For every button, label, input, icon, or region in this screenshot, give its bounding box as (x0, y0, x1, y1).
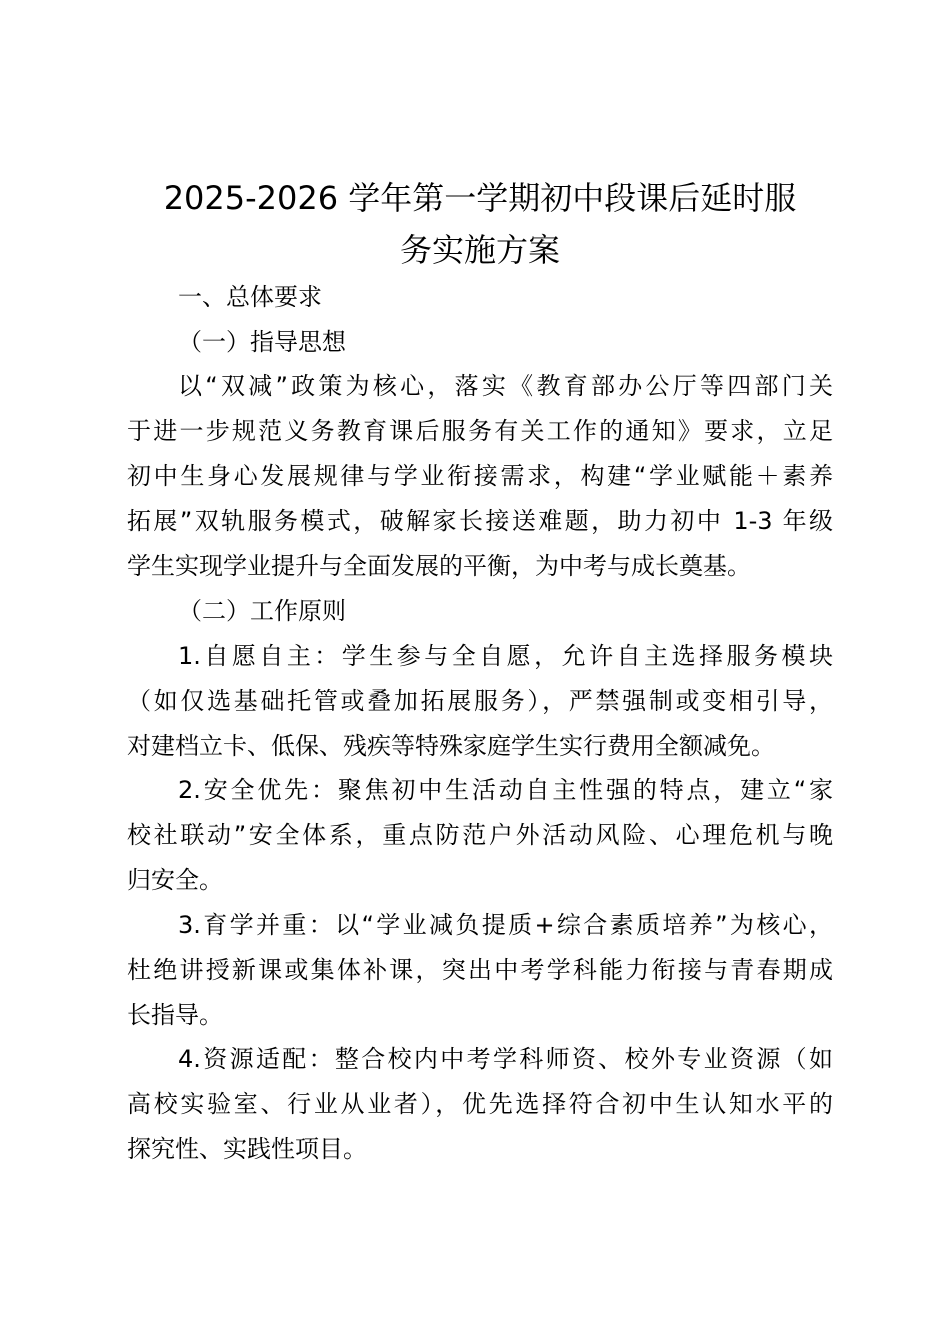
paragraph-line: 以“双减”政策为核心，落实《教育部办公厅等四部门关 (178, 372, 833, 400)
paragraph-line: 3.育学并重：以“学业减负提质+综合素质培养”为核心， (178, 911, 833, 939)
paragraph-line: 归安全。 (127, 866, 223, 894)
paragraph-line: 学生实现学业提升与全面发展的平衡，为中考与成长奠基。 (127, 552, 751, 580)
paragraph-line: 拓展”双轨服务模式，破解家长接送难题，助力初中 1-3 年级 (127, 507, 833, 535)
title-line-2: 务实施方案 (399, 231, 560, 269)
paragraph-line: 高校实验室、行业从业者），优先选择符合初中生认知水平的 (127, 1090, 833, 1118)
paragraph-line: 校社联动”安全体系，重点防范户外活动风险、心理危机与晚 (127, 821, 833, 849)
paragraph-line: 探究性、实践性项目。 (127, 1135, 367, 1163)
paragraph-line: 1.自愿自主：学生参与全自愿，允许自主选择服务模块 (178, 642, 833, 670)
paragraph-line: 于进一步规范义务教育课后服务有关工作的通知》要求，立足 (127, 417, 833, 445)
subsection-heading-guiding: （一）指导思想 (178, 328, 346, 356)
paragraph-line: 初中生身心发展规律与学业衔接需求，构建“学业赋能＋素养 (127, 462, 833, 490)
subsection-heading-principles: （二）工作原则 (178, 597, 346, 625)
paragraph-line: 2.安全优先：聚焦初中生活动自主性强的特点，建立“家 (178, 776, 833, 804)
section-heading-general: 一、总体要求 (178, 283, 322, 311)
document-title (120, 172, 840, 276)
paragraph-line: 对建档立卡、低保、残疾等特殊家庭学生实行费用全额减免。 (127, 732, 775, 760)
title-line-1: 2025-2026 学年第一学期初中段课后延时服 (163, 179, 797, 217)
paragraph-line: 杜绝讲授新课或集体补课，突出中考学科能力衔接与青春期成 (127, 956, 833, 984)
paragraph-line: 4.资源适配：整合校内中考学科师资、校外专业资源（如 (178, 1045, 833, 1073)
paragraph-line: （如仅选基础托管或叠加拓展服务），严禁强制或变相引导， (127, 687, 833, 715)
paragraph-line: 长指导。 (127, 1001, 223, 1029)
